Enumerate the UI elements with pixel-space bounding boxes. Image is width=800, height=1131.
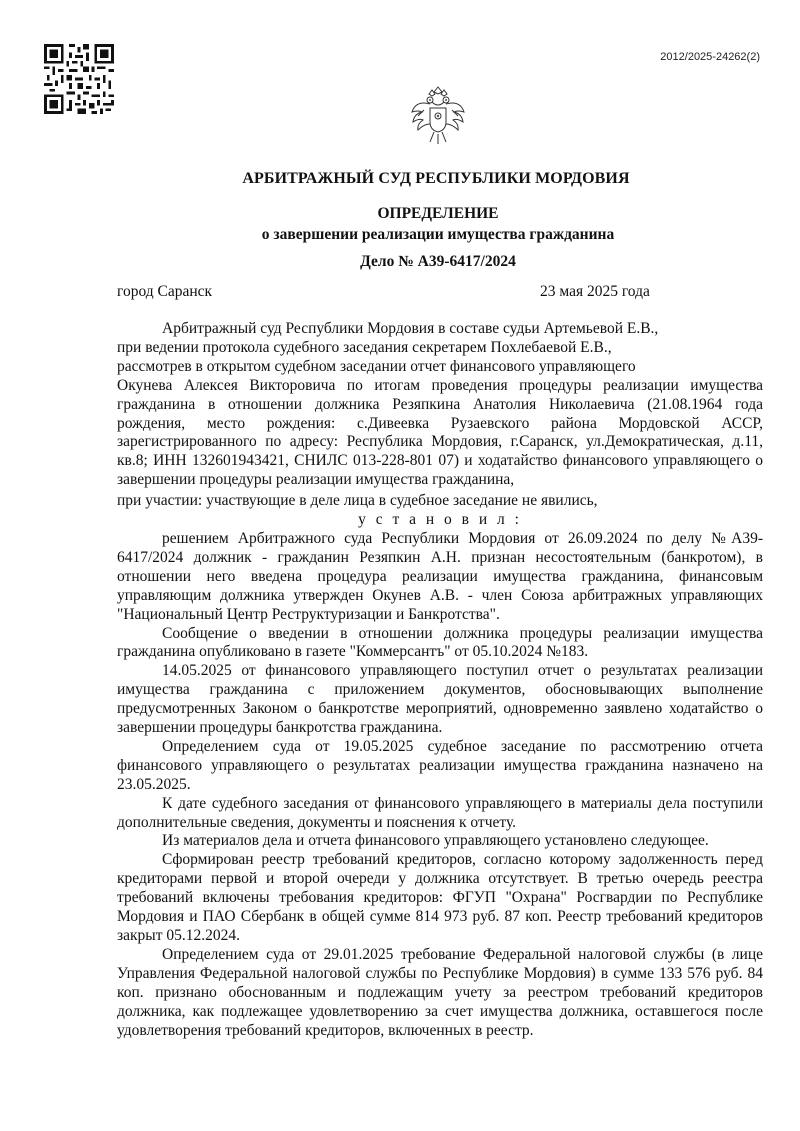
body-paragraph: решением Арбитражного суда Республики Мордовия от 26.09.2024 по делу №А39-6417/2024 должник - гражданин Резяпкин А.Н. признан несостоятельным (банкротом), в отношении него введена процедура реализации имущества гражданина, финансовым управляющим должника утвержден Окунев А.В. - член Союза арбитражных управляющих "Национальный Центр Реструктуризации и Банкротства". — [117, 529, 763, 623]
intro-line-considered: рассмотрев в открытом судебном заседании отчет финансового управляющего — [117, 357, 636, 375]
body-paragraph: К дате судебного заседания от финансового управляющего в материалы дела поступили дополнительные сведения, документы и пояснения к отчету. — [117, 794, 763, 831]
document-body — [117, 320, 763, 1040]
case-number: Дело № А39-6417/2024 — [360, 253, 516, 270]
court-name: АРБИТРАЖНЫЙ СУД РЕСПУБЛИКИ МОРДОВИЯ — [242, 170, 630, 187]
body-paragraph: Определением суда от 19.05.2025 судебное заседание по рассмотрению отчета финансового управляющего о результатах реализации имущества гражданина назначено на 23.05.2025. — [117, 737, 763, 793]
body-paragraph: Определением суда от 29.01.2025 требование Федеральной налоговой службы (в лице Управления Федеральной налоговой службы по Республике Мордовия) в сумме 133 576 руб. 84 коп. признано обоснованным и подлежащим учету за реестром требований кредиторов должника, как подлежащее удовлетворению за счет имущества должника, оставшегося после удовлетворения требований кредиторов, включенных в реестр. — [117, 945, 763, 1039]
intro-line-secretary: при ведении протокола судебного заседания секретарем Похлебаевой Е.В., — [117, 338, 612, 356]
document-number: 2012/2025-24262(2) — [660, 51, 760, 63]
established-heading: у с т а н о в и л : — [358, 511, 522, 529]
body-paragraph: 14.05.2025 от финансового управляющего поступил отчет о результатах реализации имущества гражданина с приложением документов, обосновывающих выполнение предусмотренных Законом о банкротстве мероприятий, одновременно заявлено ходатайство о завершении процедуры банкротства гражданина. — [117, 662, 763, 737]
body-paragraph: Сформирован реестр требований кредиторов, согласно которому задолженность перед кредиторами первой и второй очереди у должника отсутствует. В третью очередь реестра требований включены требования кредиторов: ФГУП "Охрана" Росгвардии по Республике Мордовия и ПАО Сбербанк в общей сумме 814 973 руб. 87 коп. Реестр требований кредиторов закрыт 05.12.2024. — [117, 851, 763, 944]
coat-of-arms-emblem — [410, 86, 466, 148]
intro-line-judge: Арбитражный суд Республики Мордовия в составе судьи Артемьевой Е.В., — [162, 320, 659, 337]
body-paragraph: Из материалов дела и отчета финансового управляющего установлено следующее. — [162, 832, 709, 850]
document-type: ОПРЕДЕЛЕНИЕ — [377, 205, 499, 222]
document-date: 23 мая 2025 года — [540, 283, 650, 300]
document-subtitle: о завершении реализации имущества гражданина — [261, 226, 615, 243]
body-paragraph: Сообщение о введении в отношении должника процедуры реализации имущества гражданина опубликовано в газете "Коммерсантъ" от 05.10.2024 №183. — [117, 624, 763, 661]
intro-paragraph: Окунева Алексея Викторовича по итогам проведения процедуры реализации имущества гражданина в отношении должника Резяпкина Анатолия Николаевича (21.08.1964 года рождения, место рождения: с.Дивеевка Рузаевского района Мордовской АССР, зарегистрированного по адресу: Республика Мордовия, г.Саранск, ул.Демократическая, д.11, кв.8; ИНН 132601943421, СНИЛС 013-228-801 07) и ходатайство финансового управляющего о завершении процедуры реализации имущества гражданина, — [117, 376, 763, 489]
participation-line: при участии: участвующие в деле лица в судебное заседание не явились, — [117, 492, 598, 510]
city: город Саранск — [117, 283, 213, 300]
qr-code — [44, 44, 114, 114]
